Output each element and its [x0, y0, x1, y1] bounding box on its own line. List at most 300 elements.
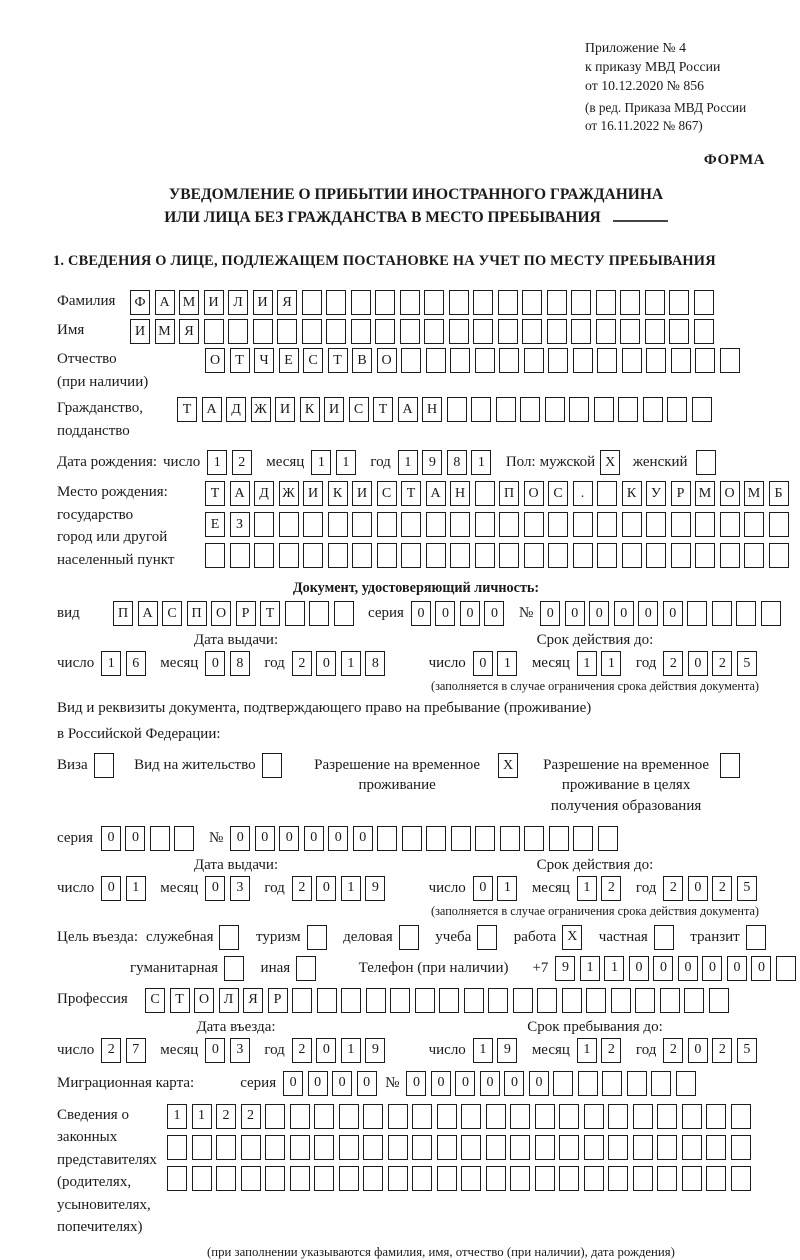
char-box[interactable] [627, 1071, 647, 1096]
char-box[interactable] [302, 319, 322, 344]
char-box[interactable]: 8 [365, 651, 385, 676]
char-box[interactable]: И [275, 397, 295, 422]
char-box[interactable] [314, 1135, 334, 1160]
char-box[interactable] [498, 290, 518, 315]
char-box[interactable]: 1 [604, 956, 624, 981]
char-box[interactable] [635, 988, 655, 1013]
char-box[interactable] [646, 512, 666, 537]
char-box[interactable] [651, 1071, 671, 1096]
char-box[interactable]: 1 [192, 1104, 212, 1129]
char-box[interactable] [401, 348, 421, 373]
char-box[interactable] [290, 1104, 310, 1129]
char-box[interactable] [547, 290, 567, 315]
checkbox[interactable] [720, 753, 740, 778]
char-box[interactable] [535, 1135, 555, 1160]
char-box[interactable]: 0 [529, 1071, 549, 1096]
char-box[interactable] [339, 1166, 359, 1191]
char-box[interactable]: А [138, 601, 158, 626]
char-box[interactable] [475, 826, 495, 851]
char-box[interactable]: 0 [279, 826, 299, 851]
char-box[interactable] [447, 397, 467, 422]
char-box[interactable]: 0 [480, 1071, 500, 1096]
char-box[interactable]: Я [243, 988, 263, 1013]
char-box[interactable] [475, 348, 495, 373]
char-box[interactable] [562, 988, 582, 1013]
char-box[interactable]: Ч [254, 348, 274, 373]
char-box[interactable] [522, 290, 542, 315]
char-box[interactable]: Р [671, 481, 691, 506]
checkbox[interactable] [654, 925, 674, 950]
char-box[interactable] [720, 543, 740, 568]
char-box[interactable] [695, 348, 715, 373]
char-box[interactable]: М [179, 290, 199, 315]
char-box[interactable] [424, 290, 444, 315]
char-box[interactable]: 0 [431, 1071, 451, 1096]
char-box[interactable] [388, 1104, 408, 1129]
char-box[interactable]: 2 [101, 1038, 121, 1063]
char-box[interactable] [611, 988, 631, 1013]
char-box[interactable] [400, 290, 420, 315]
char-box[interactable] [761, 601, 781, 626]
char-box[interactable]: 0 [316, 876, 336, 901]
char-box[interactable] [657, 1166, 677, 1191]
char-box[interactable]: У [646, 481, 666, 506]
char-box[interactable]: 1 [577, 876, 597, 901]
char-box[interactable] [351, 319, 371, 344]
char-box[interactable]: 0 [504, 1071, 524, 1096]
char-box[interactable] [524, 826, 544, 851]
char-box[interactable]: И [352, 481, 372, 506]
char-box[interactable] [620, 319, 640, 344]
char-box[interactable]: 0 [316, 1038, 336, 1063]
char-box[interactable] [450, 543, 470, 568]
char-box[interactable] [412, 1166, 432, 1191]
char-box[interactable] [731, 1104, 751, 1129]
char-box[interactable] [402, 826, 422, 851]
char-box[interactable] [720, 512, 740, 537]
char-box[interactable] [265, 1104, 285, 1129]
char-box[interactable] [334, 601, 354, 626]
char-box[interactable]: 0 [101, 876, 121, 901]
char-box[interactable]: 0 [255, 826, 275, 851]
char-box[interactable] [620, 290, 640, 315]
char-box[interactable]: А [230, 481, 250, 506]
char-box[interactable]: 0 [460, 601, 480, 626]
char-box[interactable]: Я [277, 290, 297, 315]
char-box[interactable]: П [499, 481, 519, 506]
char-box[interactable] [731, 1166, 751, 1191]
char-box[interactable]: Е [279, 348, 299, 373]
char-box[interactable] [510, 1135, 530, 1160]
char-box[interactable] [633, 1166, 653, 1191]
char-box[interactable] [192, 1166, 212, 1191]
char-box[interactable] [475, 512, 495, 537]
char-box[interactable] [475, 481, 495, 506]
char-box[interactable]: 0 [484, 601, 504, 626]
char-box[interactable] [598, 826, 618, 851]
char-box[interactable] [694, 290, 714, 315]
char-box[interactable] [720, 348, 740, 373]
char-box[interactable] [303, 512, 323, 537]
char-box[interactable]: Т [328, 348, 348, 373]
char-box[interactable]: А [398, 397, 418, 422]
char-box[interactable] [314, 1166, 334, 1191]
char-box[interactable]: 1 [101, 651, 121, 676]
char-box[interactable]: 1 [601, 651, 621, 676]
char-box[interactable]: Н [422, 397, 442, 422]
char-box[interactable] [559, 1166, 579, 1191]
char-box[interactable] [695, 512, 715, 537]
char-box[interactable]: 0 [727, 956, 747, 981]
char-box[interactable]: А [426, 481, 446, 506]
char-box[interactable] [596, 319, 616, 344]
char-box[interactable] [545, 397, 565, 422]
char-box[interactable] [692, 397, 712, 422]
char-box[interactable]: 0 [205, 876, 225, 901]
char-box[interactable] [602, 1071, 622, 1096]
char-box[interactable] [279, 543, 299, 568]
char-box[interactable] [351, 290, 371, 315]
char-box[interactable] [559, 1135, 579, 1160]
char-box[interactable] [667, 397, 687, 422]
char-box[interactable] [633, 1135, 653, 1160]
char-box[interactable]: 1 [311, 450, 331, 475]
char-box[interactable]: 0 [283, 1071, 303, 1096]
char-box[interactable] [326, 319, 346, 344]
char-box[interactable] [464, 988, 484, 1013]
checkbox[interactable] [307, 925, 327, 950]
char-box[interactable]: 0 [125, 826, 145, 851]
char-box[interactable] [473, 319, 493, 344]
char-box[interactable] [277, 319, 297, 344]
checkbox[interactable] [477, 925, 497, 950]
char-box[interactable]: 0 [357, 1071, 377, 1096]
char-box[interactable] [573, 348, 593, 373]
char-box[interactable]: 0 [653, 956, 673, 981]
char-box[interactable] [573, 826, 593, 851]
char-box[interactable]: И [253, 290, 273, 315]
char-box[interactable] [499, 512, 519, 537]
char-box[interactable]: 1 [577, 1038, 597, 1063]
char-box[interactable] [573, 543, 593, 568]
char-box[interactable] [339, 1135, 359, 1160]
char-box[interactable] [366, 988, 386, 1013]
char-box[interactable] [192, 1135, 212, 1160]
char-box[interactable] [559, 1104, 579, 1129]
char-box[interactable]: И [130, 319, 150, 344]
char-box[interactable] [167, 1135, 187, 1160]
char-box[interactable] [377, 512, 397, 537]
char-box[interactable]: Р [236, 601, 256, 626]
char-box[interactable] [671, 543, 691, 568]
char-box[interactable] [415, 988, 435, 1013]
char-box[interactable]: Б [769, 481, 789, 506]
char-box[interactable]: Е [205, 512, 225, 537]
char-box[interactable] [682, 1166, 702, 1191]
char-box[interactable]: Д [226, 397, 246, 422]
char-box[interactable] [230, 543, 250, 568]
char-box[interactable] [513, 988, 533, 1013]
char-box[interactable] [309, 601, 329, 626]
char-box[interactable] [618, 397, 638, 422]
char-box[interactable]: 0 [688, 651, 708, 676]
char-box[interactable] [451, 826, 471, 851]
char-box[interactable] [578, 1071, 598, 1096]
char-box[interactable]: 9 [365, 876, 385, 901]
char-box[interactable]: 0 [688, 876, 708, 901]
char-box[interactable] [646, 543, 666, 568]
char-box[interactable]: О [524, 481, 544, 506]
char-box[interactable]: К [300, 397, 320, 422]
char-box[interactable]: 9 [497, 1038, 517, 1063]
gender-male-checkbox[interactable]: X [600, 450, 620, 475]
char-box[interactable]: 0 [101, 826, 121, 851]
char-box[interactable] [363, 1104, 383, 1129]
char-box[interactable] [645, 319, 665, 344]
char-box[interactable] [450, 512, 470, 537]
char-box[interactable] [377, 543, 397, 568]
char-box[interactable]: С [162, 601, 182, 626]
char-box[interactable] [241, 1166, 261, 1191]
char-box[interactable]: 0 [688, 1038, 708, 1063]
char-box[interactable] [475, 543, 495, 568]
char-box[interactable]: 0 [205, 651, 225, 676]
char-box[interactable] [473, 290, 493, 315]
char-box[interactable] [174, 826, 194, 851]
char-box[interactable] [292, 988, 312, 1013]
char-box[interactable] [573, 512, 593, 537]
char-box[interactable] [706, 1135, 726, 1160]
char-box[interactable]: 2 [292, 651, 312, 676]
char-box[interactable]: 0 [332, 1071, 352, 1096]
char-box[interactable] [671, 512, 691, 537]
char-box[interactable] [471, 397, 491, 422]
char-box[interactable]: 0 [589, 601, 609, 626]
char-box[interactable]: 0 [230, 826, 250, 851]
char-box[interactable]: С [349, 397, 369, 422]
char-box[interactable]: 0 [751, 956, 771, 981]
char-box[interactable]: 0 [304, 826, 324, 851]
char-box[interactable]: 3 [230, 876, 250, 901]
char-box[interactable]: Т [230, 348, 250, 373]
char-box[interactable] [400, 319, 420, 344]
char-box[interactable]: Т [205, 481, 225, 506]
char-box[interactable] [424, 319, 444, 344]
char-box[interactable] [645, 290, 665, 315]
char-box[interactable] [524, 543, 544, 568]
char-box[interactable]: 2 [663, 876, 683, 901]
checkbox[interactable] [746, 925, 766, 950]
char-box[interactable] [216, 1135, 236, 1160]
char-box[interactable]: И [204, 290, 224, 315]
char-box[interactable]: П [187, 601, 207, 626]
char-box[interactable] [412, 1104, 432, 1129]
char-box[interactable] [290, 1135, 310, 1160]
char-box[interactable]: 5 [737, 1038, 757, 1063]
char-box[interactable]: 0 [663, 601, 683, 626]
char-box[interactable]: 2 [663, 1038, 683, 1063]
char-box[interactable] [216, 1166, 236, 1191]
char-box[interactable] [205, 543, 225, 568]
char-box[interactable]: 1 [577, 651, 597, 676]
char-box[interactable]: С [548, 481, 568, 506]
char-box[interactable] [524, 512, 544, 537]
char-box[interactable] [388, 1166, 408, 1191]
char-box[interactable] [520, 397, 540, 422]
char-box[interactable]: 0 [678, 956, 698, 981]
char-box[interactable]: 1 [336, 450, 356, 475]
char-box[interactable]: Р [268, 988, 288, 1013]
char-box[interactable]: О [211, 601, 231, 626]
char-box[interactable] [594, 397, 614, 422]
char-box[interactable]: 0 [316, 651, 336, 676]
char-box[interactable] [401, 543, 421, 568]
char-box[interactable]: 2 [712, 651, 732, 676]
char-box[interactable]: А [155, 290, 175, 315]
char-box[interactable] [569, 397, 589, 422]
char-box[interactable]: 0 [411, 601, 431, 626]
char-box[interactable]: 0 [455, 1071, 475, 1096]
char-box[interactable] [253, 319, 273, 344]
char-box[interactable] [731, 1135, 751, 1160]
char-box[interactable] [265, 1135, 285, 1160]
char-box[interactable]: 3 [230, 1038, 250, 1063]
char-box[interactable] [326, 290, 346, 315]
char-box[interactable] [510, 1166, 530, 1191]
char-box[interactable]: 2 [663, 651, 683, 676]
char-box[interactable] [375, 319, 395, 344]
char-box[interactable]: С [303, 348, 323, 373]
char-box[interactable] [676, 1071, 696, 1096]
char-box[interactable]: 0 [565, 601, 585, 626]
char-box[interactable] [437, 1135, 457, 1160]
checkbox[interactable]: X [498, 753, 518, 778]
char-box[interactable]: 2 [232, 450, 252, 475]
char-box[interactable] [571, 319, 591, 344]
char-box[interactable]: 2 [712, 876, 732, 901]
char-box[interactable]: 6 [126, 651, 146, 676]
char-box[interactable]: 1 [341, 651, 361, 676]
char-box[interactable] [254, 512, 274, 537]
char-box[interactable] [622, 348, 642, 373]
char-box[interactable]: Т [401, 481, 421, 506]
char-box[interactable]: С [377, 481, 397, 506]
char-box[interactable]: И [324, 397, 344, 422]
char-box[interactable]: Ж [251, 397, 271, 422]
char-box[interactable]: 7 [126, 1038, 146, 1063]
char-box[interactable]: 1 [341, 876, 361, 901]
char-box[interactable]: Ф [130, 290, 150, 315]
char-box[interactable] [736, 601, 756, 626]
char-box[interactable] [682, 1104, 702, 1129]
char-box[interactable] [571, 290, 591, 315]
char-box[interactable] [341, 988, 361, 1013]
checkbox[interactable] [224, 956, 244, 981]
char-box[interactable] [682, 1135, 702, 1160]
char-box[interactable]: Т [170, 988, 190, 1013]
char-box[interactable] [535, 1166, 555, 1191]
char-box[interactable]: Т [260, 601, 280, 626]
char-box[interactable] [712, 601, 732, 626]
char-box[interactable] [461, 1166, 481, 1191]
char-box[interactable]: Т [177, 397, 197, 422]
char-box[interactable]: А [202, 397, 222, 422]
char-box[interactable]: 1 [471, 450, 491, 475]
char-box[interactable] [669, 319, 689, 344]
char-box[interactable]: 5 [737, 651, 757, 676]
char-box[interactable] [684, 988, 704, 1013]
char-box[interactable] [167, 1166, 187, 1191]
char-box[interactable]: 1 [341, 1038, 361, 1063]
char-box[interactable] [500, 826, 520, 851]
char-box[interactable] [290, 1166, 310, 1191]
char-box[interactable]: 0 [328, 826, 348, 851]
char-box[interactable] [314, 1104, 334, 1129]
char-box[interactable]: К [328, 481, 348, 506]
char-box[interactable] [328, 512, 348, 537]
char-box[interactable] [549, 826, 569, 851]
char-box[interactable]: 9 [422, 450, 442, 475]
char-box[interactable] [694, 319, 714, 344]
char-box[interactable] [437, 1104, 457, 1129]
char-box[interactable]: Л [228, 290, 248, 315]
char-box[interactable] [633, 1104, 653, 1129]
char-box[interactable] [461, 1135, 481, 1160]
char-box[interactable]: О [205, 348, 225, 373]
char-box[interactable]: 0 [473, 651, 493, 676]
char-box[interactable] [769, 543, 789, 568]
char-box[interactable]: О [377, 348, 397, 373]
char-box[interactable] [488, 988, 508, 1013]
char-box[interactable] [597, 348, 617, 373]
char-box[interactable] [657, 1135, 677, 1160]
char-box[interactable]: О [194, 988, 214, 1013]
char-box[interactable]: З [230, 512, 250, 537]
char-box[interactable] [377, 826, 397, 851]
char-box[interactable] [499, 348, 519, 373]
char-box[interactable] [695, 543, 715, 568]
checkbox[interactable] [262, 753, 282, 778]
char-box[interactable] [510, 1104, 530, 1129]
char-box[interactable] [706, 1104, 726, 1129]
char-box[interactable] [608, 1135, 628, 1160]
char-box[interactable] [646, 348, 666, 373]
char-box[interactable]: Я [179, 319, 199, 344]
char-box[interactable] [317, 988, 337, 1013]
char-box[interactable] [622, 543, 642, 568]
char-box[interactable]: 1 [207, 450, 227, 475]
char-box[interactable] [449, 319, 469, 344]
char-box[interactable]: 0 [638, 601, 658, 626]
char-box[interactable] [669, 290, 689, 315]
char-box[interactable] [687, 601, 707, 626]
char-box[interactable]: 8 [447, 450, 467, 475]
char-box[interactable]: 5 [737, 876, 757, 901]
char-box[interactable]: 0 [629, 956, 649, 981]
char-box[interactable] [706, 1166, 726, 1191]
char-box[interactable] [328, 543, 348, 568]
char-box[interactable] [597, 512, 617, 537]
char-box[interactable] [439, 988, 459, 1013]
char-box[interactable] [608, 1166, 628, 1191]
char-box[interactable] [363, 1166, 383, 1191]
char-box[interactable] [285, 601, 305, 626]
char-box[interactable]: Д [254, 481, 274, 506]
char-box[interactable]: 1 [497, 876, 517, 901]
char-box[interactable]: 1 [167, 1104, 187, 1129]
char-box[interactable] [548, 543, 568, 568]
char-box[interactable] [426, 826, 446, 851]
